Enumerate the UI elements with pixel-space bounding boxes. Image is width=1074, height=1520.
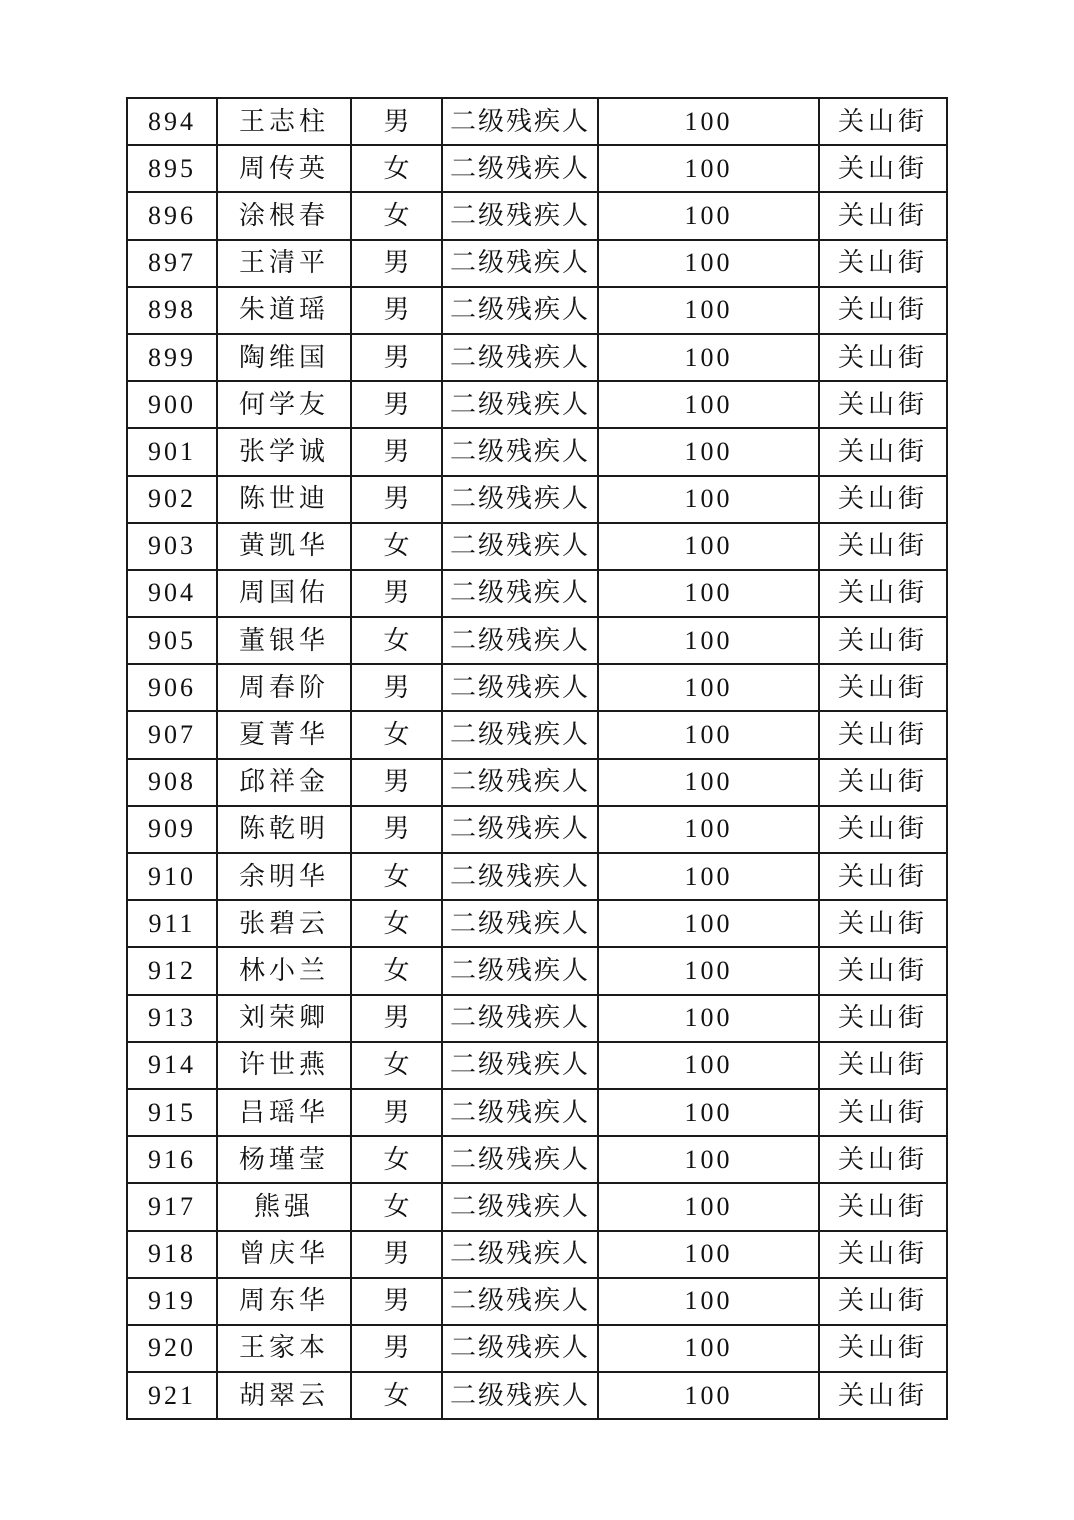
cell-number: 912	[127, 947, 217, 994]
cell-number: 904	[127, 570, 217, 617]
cell-name: 曾庆华	[217, 1231, 351, 1278]
cell-street: 关山街	[819, 995, 947, 1042]
table-row	[127, 1089, 947, 1136]
cell-gender: 男	[351, 334, 442, 381]
cell-disability-level: 二级残疾人	[442, 334, 598, 381]
cell-amount: 100	[598, 145, 819, 192]
cell-name: 周国佑	[217, 570, 351, 617]
cell-street: 关山街	[819, 664, 947, 711]
cell-name: 林小兰	[217, 947, 351, 994]
cell-street: 关山街	[819, 711, 947, 758]
cell-name: 邱祥金	[217, 759, 351, 806]
cell-street: 关山街	[819, 523, 947, 570]
cell-disability-level: 二级残疾人	[442, 1278, 598, 1325]
cell-disability-level: 二级残疾人	[442, 381, 598, 428]
table-row	[127, 287, 947, 334]
cell-gender: 女	[351, 1183, 442, 1230]
cell-gender: 男	[351, 664, 442, 711]
cell-disability-level: 二级残疾人	[442, 192, 598, 239]
cell-name: 董银华	[217, 617, 351, 664]
cell-amount: 100	[598, 240, 819, 287]
cell-street: 关山街	[819, 240, 947, 287]
cell-number: 917	[127, 1183, 217, 1230]
cell-number: 901	[127, 428, 217, 475]
table-row	[127, 523, 947, 570]
cell-gender: 男	[351, 1231, 442, 1278]
cell-name: 胡翠云	[217, 1372, 351, 1419]
cell-amount: 100	[598, 1325, 819, 1372]
cell-street: 关山街	[819, 381, 947, 428]
cell-street: 关山街	[819, 287, 947, 334]
cell-name: 陶维国	[217, 334, 351, 381]
cell-gender: 男	[351, 98, 442, 145]
table-row	[127, 1183, 947, 1230]
cell-disability-level: 二级残疾人	[442, 1136, 598, 1183]
cell-name: 陈乾明	[217, 806, 351, 853]
cell-amount: 100	[598, 523, 819, 570]
cell-disability-level: 二级残疾人	[442, 947, 598, 994]
cell-amount: 100	[598, 995, 819, 1042]
cell-street: 关山街	[819, 334, 947, 381]
cell-amount: 100	[598, 570, 819, 617]
cell-street: 关山街	[819, 1231, 947, 1278]
cell-disability-level: 二级残疾人	[442, 1183, 598, 1230]
cell-name: 刘荣卿	[217, 995, 351, 1042]
cell-name: 王清平	[217, 240, 351, 287]
cell-name: 何学友	[217, 381, 351, 428]
table-row	[127, 1278, 947, 1325]
cell-gender: 男	[351, 995, 442, 1042]
cell-number: 920	[127, 1325, 217, 1372]
cell-disability-level: 二级残疾人	[442, 287, 598, 334]
cell-street: 关山街	[819, 428, 947, 475]
cell-disability-level: 二级残疾人	[442, 476, 598, 523]
table-row	[127, 476, 947, 523]
cell-gender: 男	[351, 381, 442, 428]
cell-disability-level: 二级残疾人	[442, 1231, 598, 1278]
cell-street: 关山街	[819, 570, 947, 617]
cell-name: 王家本	[217, 1325, 351, 1372]
table-row	[127, 240, 947, 287]
cell-disability-level: 二级残疾人	[442, 145, 598, 192]
cell-street: 关山街	[819, 1136, 947, 1183]
cell-gender: 女	[351, 523, 442, 570]
cell-gender: 女	[351, 900, 442, 947]
cell-amount: 100	[598, 98, 819, 145]
table-row	[127, 664, 947, 711]
cell-name: 周东华	[217, 1278, 351, 1325]
cell-name: 黄凯华	[217, 523, 351, 570]
cell-amount: 100	[598, 947, 819, 994]
cell-disability-level: 二级残疾人	[442, 995, 598, 1042]
table-row	[127, 145, 947, 192]
cell-number: 894	[127, 98, 217, 145]
cell-disability-level: 二级残疾人	[442, 1325, 598, 1372]
cell-gender: 女	[351, 1136, 442, 1183]
cell-number: 902	[127, 476, 217, 523]
cell-gender: 男	[351, 476, 442, 523]
table-row	[127, 759, 947, 806]
cell-amount: 100	[598, 806, 819, 853]
cell-gender: 女	[351, 192, 442, 239]
cell-street: 关山街	[819, 853, 947, 900]
cell-amount: 100	[598, 1089, 819, 1136]
cell-number: 907	[127, 711, 217, 758]
cell-disability-level: 二级残疾人	[442, 806, 598, 853]
cell-street: 关山街	[819, 1278, 947, 1325]
cell-disability-level: 二级残疾人	[442, 853, 598, 900]
cell-street: 关山街	[819, 476, 947, 523]
cell-name: 许世燕	[217, 1042, 351, 1089]
cell-amount: 100	[598, 287, 819, 334]
cell-gender: 女	[351, 947, 442, 994]
cell-number: 918	[127, 1231, 217, 1278]
cell-gender: 男	[351, 240, 442, 287]
table-row	[127, 570, 947, 617]
cell-number: 908	[127, 759, 217, 806]
table-row	[127, 900, 947, 947]
cell-gender: 男	[351, 287, 442, 334]
cell-amount: 100	[598, 900, 819, 947]
cell-disability-level: 二级残疾人	[442, 1042, 598, 1089]
table-row	[127, 806, 947, 853]
cell-disability-level: 二级残疾人	[442, 617, 598, 664]
cell-name: 王志柱	[217, 98, 351, 145]
cell-name: 周春阶	[217, 664, 351, 711]
cell-disability-level: 二级残疾人	[442, 1089, 598, 1136]
cell-number: 900	[127, 381, 217, 428]
cell-number: 913	[127, 995, 217, 1042]
cell-street: 关山街	[819, 900, 947, 947]
cell-street: 关山街	[819, 1042, 947, 1089]
cell-number: 895	[127, 145, 217, 192]
cell-gender: 男	[351, 806, 442, 853]
cell-street: 关山街	[819, 617, 947, 664]
table-row	[127, 1372, 947, 1419]
cell-disability-level: 二级残疾人	[442, 523, 598, 570]
cell-disability-level: 二级残疾人	[442, 98, 598, 145]
cell-street: 关山街	[819, 192, 947, 239]
cell-name: 涂根春	[217, 192, 351, 239]
cell-name: 陈世迪	[217, 476, 351, 523]
cell-amount: 100	[598, 428, 819, 475]
cell-disability-level: 二级残疾人	[442, 240, 598, 287]
cell-street: 关山街	[819, 1183, 947, 1230]
cell-number: 915	[127, 1089, 217, 1136]
table-row	[127, 428, 947, 475]
cell-amount: 100	[598, 1136, 819, 1183]
cell-gender: 男	[351, 428, 442, 475]
table-row	[127, 947, 947, 994]
cell-gender: 男	[351, 759, 442, 806]
cell-amount: 100	[598, 853, 819, 900]
cell-number: 896	[127, 192, 217, 239]
cell-name: 熊强	[217, 1183, 351, 1230]
cell-gender: 男	[351, 1089, 442, 1136]
cell-number: 899	[127, 334, 217, 381]
cell-gender: 男	[351, 570, 442, 617]
cell-number: 906	[127, 664, 217, 711]
cell-amount: 100	[598, 617, 819, 664]
table-row	[127, 192, 947, 239]
cell-gender: 男	[351, 1278, 442, 1325]
cell-disability-level: 二级残疾人	[442, 428, 598, 475]
cell-number: 897	[127, 240, 217, 287]
cell-number: 910	[127, 853, 217, 900]
cell-street: 关山街	[819, 1325, 947, 1372]
cell-name: 周传英	[217, 145, 351, 192]
cell-gender: 女	[351, 853, 442, 900]
cell-amount: 100	[598, 1231, 819, 1278]
cell-name: 夏菁华	[217, 711, 351, 758]
cell-disability-level: 二级残疾人	[442, 759, 598, 806]
cell-amount: 100	[598, 1183, 819, 1230]
cell-gender: 女	[351, 1372, 442, 1419]
cell-number: 898	[127, 287, 217, 334]
cell-amount: 100	[598, 664, 819, 711]
cell-amount: 100	[598, 711, 819, 758]
cell-number: 921	[127, 1372, 217, 1419]
cell-number: 914	[127, 1042, 217, 1089]
cell-street: 关山街	[819, 806, 947, 853]
cell-name: 吕瑶华	[217, 1089, 351, 1136]
table-row	[127, 381, 947, 428]
cell-street: 关山街	[819, 947, 947, 994]
cell-gender: 女	[351, 617, 442, 664]
cell-name: 杨瑾莹	[217, 1136, 351, 1183]
cell-number: 903	[127, 523, 217, 570]
cell-disability-level: 二级残疾人	[442, 900, 598, 947]
cell-amount: 100	[598, 334, 819, 381]
cell-disability-level: 二级残疾人	[442, 1372, 598, 1419]
roster-table-body	[127, 98, 947, 1419]
cell-disability-level: 二级残疾人	[442, 664, 598, 711]
table-row	[127, 1231, 947, 1278]
table-row	[127, 711, 947, 758]
cell-street: 关山街	[819, 1372, 947, 1419]
cell-amount: 100	[598, 1372, 819, 1419]
table-row	[127, 1136, 947, 1183]
table-row	[127, 98, 947, 145]
cell-name: 张碧云	[217, 900, 351, 947]
cell-amount: 100	[598, 759, 819, 806]
cell-amount: 100	[598, 192, 819, 239]
cell-street: 关山街	[819, 98, 947, 145]
cell-gender: 女	[351, 711, 442, 758]
cell-name: 余明华	[217, 853, 351, 900]
table-row	[127, 617, 947, 664]
cell-street: 关山街	[819, 759, 947, 806]
cell-number: 911	[127, 900, 217, 947]
cell-number: 909	[127, 806, 217, 853]
cell-amount: 100	[598, 1042, 819, 1089]
cell-disability-level: 二级残疾人	[442, 711, 598, 758]
cell-street: 关山街	[819, 1089, 947, 1136]
cell-amount: 100	[598, 476, 819, 523]
cell-gender: 男	[351, 1325, 442, 1372]
roster-table	[126, 97, 948, 1420]
cell-number: 919	[127, 1278, 217, 1325]
table-row	[127, 1042, 947, 1089]
cell-amount: 100	[598, 381, 819, 428]
cell-amount: 100	[598, 1278, 819, 1325]
table-row	[127, 995, 947, 1042]
cell-number: 905	[127, 617, 217, 664]
cell-street: 关山街	[819, 145, 947, 192]
table-row	[127, 853, 947, 900]
table-row	[127, 1325, 947, 1372]
cell-gender: 女	[351, 145, 442, 192]
cell-name: 朱道瑶	[217, 287, 351, 334]
cell-gender: 女	[351, 1042, 442, 1089]
cell-disability-level: 二级残疾人	[442, 570, 598, 617]
cell-number: 916	[127, 1136, 217, 1183]
cell-name: 张学诚	[217, 428, 351, 475]
table-row	[127, 334, 947, 381]
